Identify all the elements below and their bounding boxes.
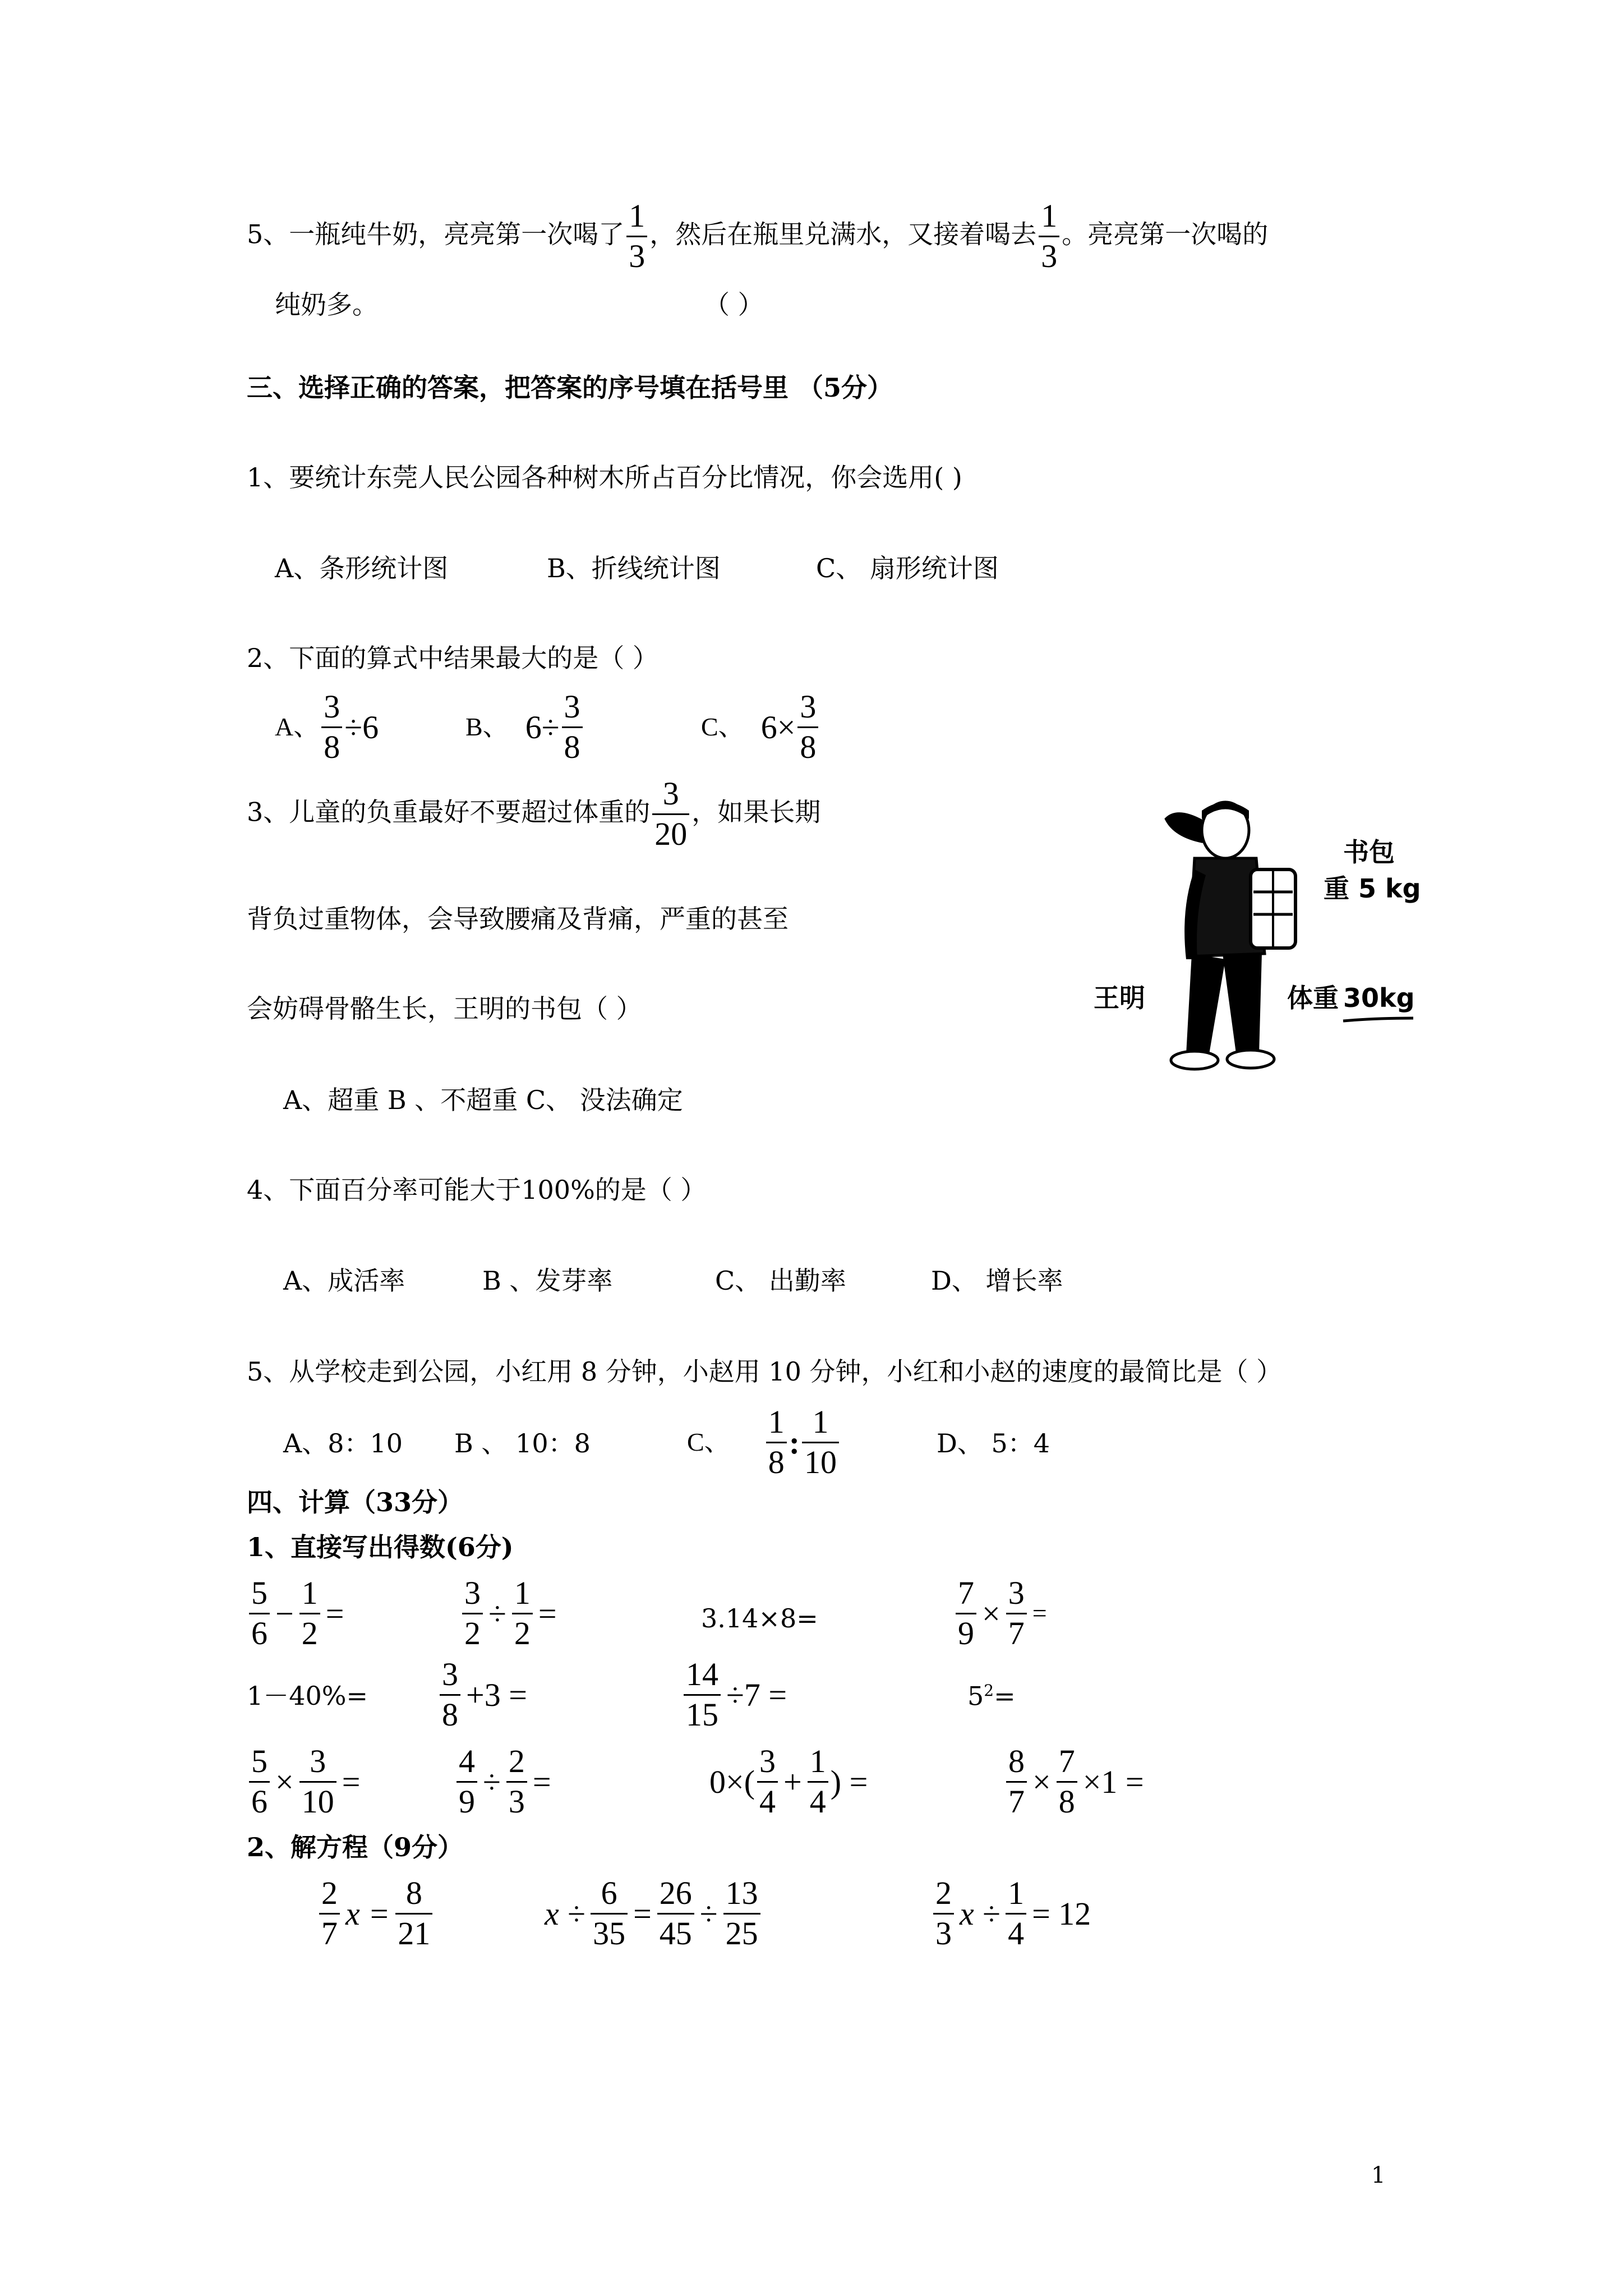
calc-r1-a: $\frac{5}{6}$ − $\frac{1}{2}$ = <box>247 1576 347 1651</box>
answer-blank[interactable]: （ ） <box>704 289 764 320</box>
equation-a: $\frac{2}{7}$ x = $\frac{8}{21}$ <box>317 1876 435 1951</box>
name-label: 王明 <box>1094 983 1145 1013</box>
s3-q2-option-c[interactable]: C、 6× $\frac{3}{8}$ <box>701 690 820 765</box>
calc-r2-d: $5^2=$ <box>967 1681 1016 1711</box>
s2-q5-suffix: 。亮亮第一次喝的 <box>1062 219 1269 250</box>
s3-q2-option-b[interactable]: B、 6÷ $\frac{3}{8}$ <box>465 690 585 765</box>
subsection-title: 2、解方程（9分） <box>247 1832 464 1862</box>
calc-r3-c: 0×( $\frac{3}{4}$ + $\frac{1}{4}$ ) = <box>709 1743 868 1820</box>
s3-q4-option-d[interactable]: D、 增长率 <box>931 1266 1063 1296</box>
body-weight-label: 体重 <box>1287 983 1339 1013</box>
s2-q5-prefix: 5、一瓶纯牛奶，亮亮第一次喝了 <box>247 219 625 250</box>
s3-q5-option-b[interactable]: B 、 10：8 <box>454 1428 591 1458</box>
s3-q4-option-a[interactable]: A、成活率 <box>283 1266 405 1296</box>
s2-q5-line1 <box>247 199 1268 274</box>
boy-arm <box>1166 814 1203 841</box>
underline-mark <box>1343 1018 1413 1021</box>
boy-with-schoolbag-figure <box>1082 797 1475 1077</box>
subsection-title: 1、直接写出得数(6分) <box>247 1532 514 1562</box>
section-title: 三、选择正确的答案，把答案的序号填在括号里 （5分） <box>247 372 893 403</box>
s3-q1-stem: 1、要统计东莞人民公园各种树木所占百分比情况，你会选用( ) <box>247 462 962 493</box>
s3-q4-option-b[interactable]: B 、发芽率 <box>482 1266 613 1296</box>
s3-q1-option-a[interactable]: A、条形统计图 <box>275 553 449 583</box>
shoe-left <box>1171 1051 1218 1069</box>
bag-label: 书包 <box>1343 837 1395 867</box>
calc-r2-b: $\frac{3}{8}$ +3 = <box>437 1658 531 1732</box>
calc-r1-d: $\frac{7}{9}$ × $\frac{3}{7}$ = <box>953 1576 1050 1651</box>
s3-q2-stem: 2、下面的算式中结果最大的是（ ） <box>247 643 658 673</box>
s3-q3-options[interactable]: A、超重 B 、不超重 C、 没法确定 <box>283 1085 683 1115</box>
s2-q5-line2: 纯奶多。 <box>275 289 378 320</box>
s3-q1-option-c[interactable]: C、 扇形统计图 <box>816 553 999 583</box>
calc-r2-c: $\frac{14}{15}$ ÷7 = <box>681 1658 790 1732</box>
equation-b: x ÷ $\frac{6}{35}$ = $\frac{26}{45}$ ÷ $\frac{13}{25}$ <box>541 1876 763 1951</box>
s3-q3-line1: 3、儿童的负重最好不要超过体重的 $\frac{3}{20}$ ，如果长期 <box>247 775 821 852</box>
shoe-right <box>1227 1050 1274 1068</box>
calc-r3-b: $\frac{4}{9}$ ÷ $\frac{2}{3}$ = <box>454 1745 555 1819</box>
body-weight-value: 30kg <box>1343 983 1415 1013</box>
calc-r2-a: 1－40%= <box>247 1681 368 1711</box>
s2-q5-mid: ，然后在瓶里兑满水，又接着喝去 <box>649 219 1037 250</box>
page-number: 1 <box>1371 2162 1386 2188</box>
s3-q4-option-c[interactable]: C、 出勤率 <box>715 1266 846 1296</box>
s3-q5-stem: 5、从学校走到公园，小红用 8 分钟，小赵用 10 分钟，小红和小赵的速度的最简比是（ ） <box>247 1356 1283 1387</box>
calc-r3-d: $\frac{8}{7}$ × $\frac{7}{8}$ ×1 = <box>1004 1745 1147 1819</box>
s3-q5-option-c[interactable]: C、 $\frac{1}{8}$ : $\frac{1}{10}$ <box>687 1405 841 1480</box>
section-title: 四、计算（33分） <box>247 1487 464 1517</box>
s3-q3-line2: 背负过重物体，会导致腰痛及背痛，严重的甚至 <box>247 904 789 934</box>
fraction: $\frac{1}{3}$ <box>626 199 647 274</box>
calc-r1-b: $\frac{3}{2}$ ÷ $\frac{1}{2}$ = <box>460 1576 560 1651</box>
s3-q1-option-b[interactable]: B、折线统计图 <box>547 553 721 583</box>
fraction: $\frac{1}{3}$ <box>1039 199 1059 274</box>
calc-r1-c: 3.14×8= <box>701 1603 818 1634</box>
boy-leg-left <box>1186 954 1225 1057</box>
s3-q5-option-a[interactable]: A、8：10 <box>283 1428 403 1458</box>
s3-q3-line3: 会妨碍骨骼生长，王明的书包（ ） <box>247 993 642 1024</box>
s3-q5-option-d[interactable]: D、 5：4 <box>937 1428 1050 1458</box>
calc-r3-a: $\frac{5}{6}$ × $\frac{3}{10}$ = <box>247 1745 363 1819</box>
bag-weight-label: 重 5 kg <box>1324 873 1421 904</box>
s3-q2-option-a[interactable]: A、 $\frac{3}{8}$ ÷6 <box>275 688 379 765</box>
equation-c: $\frac{2}{3}$ x ÷ $\frac{1}{4}$ = 12 <box>931 1876 1094 1951</box>
s3-q4-stem: 4、下面百分率可能大于100%的是（ ） <box>247 1175 707 1205</box>
boy-leg-right <box>1223 954 1262 1057</box>
